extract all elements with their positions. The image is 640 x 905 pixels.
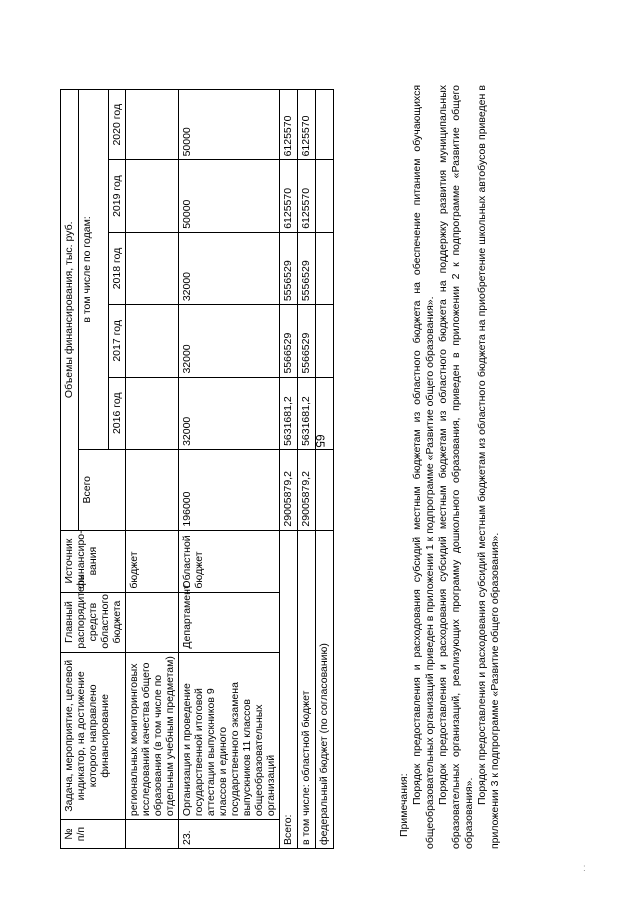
header-year-2016: 2016 год [109,377,126,449]
summary-2019 [316,160,334,232]
header-source: Источник финансиро-вания [61,530,126,592]
rotated-document-page [60,57,580,857]
table-row [126,90,179,849]
header-year-2018: 2018 год [109,232,126,304]
summary-2020: 6125570 [298,90,316,160]
summary-row-total [280,90,298,849]
scan-mark: : [583,863,588,874]
table-header [61,90,126,849]
summary-total: 29005879,2 [280,449,298,530]
row-task: региональных мониторинговых исследований качества общего образования (в том числе по отдельным учебным предметам) [126,652,179,820]
note-item: Порядок предоставления и расходования субсидий местным бюджетам из областного бюджета на приобретение школьных автобусов приведен в приложении 3 к подпрограмме «Развитие общего образования». [476,85,501,849]
summary-2020: 6125570 [280,90,298,160]
row-source: бюджет [126,530,179,592]
summary-2020 [316,90,334,160]
header-year-2020: 2020 год [109,90,126,160]
row-2018: 32000 [179,232,280,304]
summary-2018: 5556529 [280,232,298,304]
summary-label: Всего: [280,530,298,848]
row-2019: 50000 [179,160,280,232]
financing-table [60,89,334,849]
summary-2016: 5631681,2 [280,377,298,449]
summary-row-regional [298,90,316,849]
row-total: 196000 [179,449,280,530]
header-volumes: Объемы финансирования, тыс. руб. [61,90,79,531]
row-2017: 32000 [179,305,280,377]
row-2018 [126,232,179,304]
row-2020 [126,90,179,160]
row-source: Областной бюджет [179,530,280,592]
note-item: Порядок предоставления и расходования субсидий местным бюджетам из областного бюджета на поддержку развития муниципальных образовательных организаций, реализующих программу дошкольного образования, приведен в приложении 2 к подпрограмме «Развитие общего образования». [437,85,475,849]
summary-label: федеральный бюджет (по согласованию) [316,530,334,848]
summary-2019: 6125570 [298,160,316,232]
notes-section [398,85,502,849]
summary-2017: 5566529 [298,305,316,377]
table-row [179,90,280,849]
summary-row-federal [316,90,334,849]
header-task: Задача, мероприятие, целевой индикатор, на достижение которого направлено финансирование [61,652,126,820]
summary-2018 [316,232,334,304]
summary-2016 [316,377,334,449]
row-distributor [126,592,179,652]
header-by-years: в том числе по годам: [79,90,109,450]
row-task: Организация и проведение государственной итоговой аттестации выпускников 9 классов и единого государственного экзамена выпускников 11 классов общеобразовательных организаций [179,652,280,820]
summary-label: в том числе: областной бюджет [298,530,316,848]
row-num: 23. [179,820,280,849]
summary-2018: 5556529 [298,232,316,304]
row-num [126,820,179,849]
summary-total [316,449,334,530]
header-distributor: Главный распорядитель средств областного бюджета [61,592,126,652]
page-number: 65 [313,434,327,448]
row-total [126,449,179,530]
note-item: Порядок предоставления и расходования субсидий местным бюджетам из областного бюджета на обеспечение питанием обучающихся общеобразовательных организаций приведен в приложении 1 к подпрограмме «Развитие общего образования». [411,85,436,849]
row-2019 [126,160,179,232]
row-2020: 50000 [179,90,280,160]
summary-2017: 5566529 [280,305,298,377]
row-2017 [126,305,179,377]
row-2016: 32000 [179,377,280,449]
summary-2016: 5631681,2 [298,377,316,449]
header-year-2017: 2017 год [109,305,126,377]
row-2016 [126,377,179,449]
summary-total: 29005879,2 [298,449,316,530]
notes-title: Примечания: [398,773,410,837]
header-year-2019: 2019 год [109,160,126,232]
row-distributor: Департамент [179,592,280,652]
summary-2019: 6125570 [280,160,298,232]
header-total: Всего [79,449,126,530]
header-num: № п/п [61,820,126,849]
summary-2017 [316,305,334,377]
